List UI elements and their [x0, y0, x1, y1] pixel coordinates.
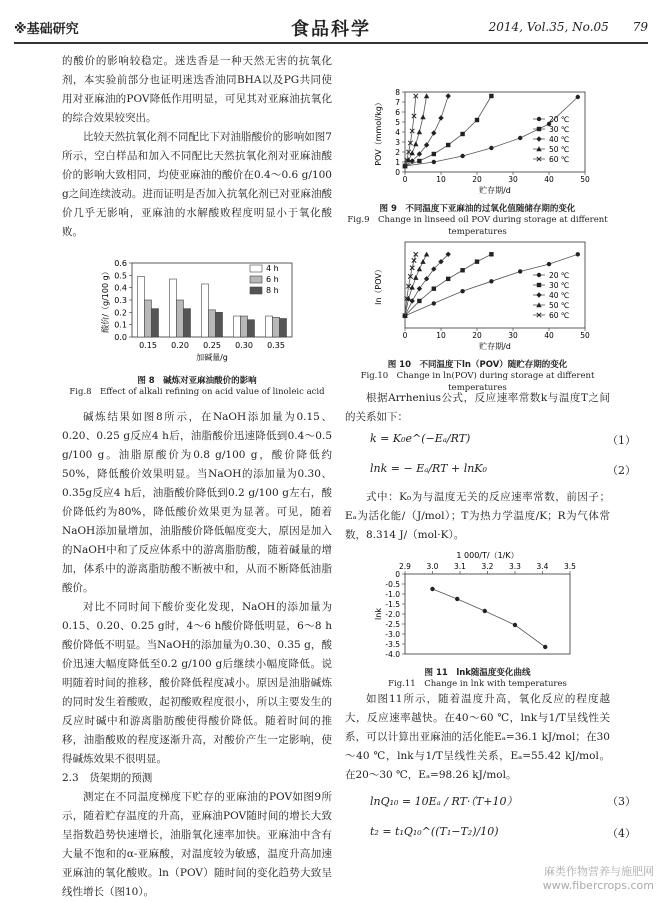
fig8-bar-6h	[273, 317, 280, 337]
fig9-data-point	[431, 130, 436, 135]
fig8-x-tick-label: 0.25	[203, 341, 221, 350]
fig8-bar-6h	[177, 300, 184, 337]
fig8-x-tick-label: 0.30	[235, 341, 253, 350]
fig10-data-point	[489, 252, 493, 256]
fig9-x-tick-label: 0	[402, 175, 408, 184]
fig10-data-point	[413, 275, 418, 280]
fig11-y-tick-label: -0.5	[385, 580, 400, 589]
fig9-series-line	[405, 96, 427, 166]
fig8-bar-8h	[216, 312, 223, 337]
fig11-y-tick-label: -1.0	[385, 590, 400, 599]
fig11-x-tick-label: 3.2	[481, 562, 494, 571]
para-r2: 式中：K₀为与温度无关的反应速率常数，前因子；Eₐ为活化能/（J/mol）；T为热力学温度/K；R为气体常数，8.314 J/（mol·K）。	[345, 491, 610, 541]
fig8-bar-6h	[209, 310, 216, 337]
fig9-data-point	[576, 95, 580, 99]
fig10-legend-marker	[536, 292, 541, 297]
equation-4: t₂ = t₁Q₁₀^((T₁−T₂)/10)	[370, 825, 499, 838]
fig8-y-tick-label: 0.1	[114, 320, 127, 330]
fig8-y-tick-label: 0.6	[114, 259, 127, 268]
fig10-data-point	[432, 286, 436, 290]
fig10-legend-label: 60 ℃	[549, 311, 570, 320]
fig9-data-point	[460, 132, 464, 136]
fig9-legend-marker	[537, 117, 541, 121]
fig9-x-tick-label: 10	[436, 175, 446, 184]
fig9-legend-marker	[536, 136, 541, 141]
fig10-x-tick-label: 50	[580, 331, 590, 340]
fig9-y-tick-label: 1	[395, 158, 400, 167]
fig9-y-axis-label: POV（mmol/kg）	[374, 98, 383, 166]
fig11-y-tick-label: -1.5	[385, 600, 400, 609]
right-column-p1	[345, 389, 610, 427]
fig9-data-point	[438, 115, 443, 120]
fig8-legend-label: 6 h	[266, 275, 279, 284]
fig10-data-point	[417, 299, 421, 303]
fig11-series-line	[433, 589, 546, 647]
watermark-line-2: www.fibercrops.com	[542, 879, 654, 892]
fig11-x-tick-label: 3.5	[564, 562, 576, 571]
fig9-series-line	[405, 96, 416, 166]
running-header	[14, 18, 648, 40]
fig8-legend-swatch	[250, 276, 262, 283]
fig10-x-tick-label: 40	[544, 331, 554, 340]
fig9-x-tick-label: 20	[472, 175, 482, 184]
fig8-x-tick-label: 0.20	[171, 341, 189, 350]
fig8-x-tick-label: 0.35	[267, 341, 285, 350]
fig11-x-tick-label: 2.9	[399, 562, 411, 571]
fig9-x-tick-label: 50	[580, 175, 590, 184]
fig11-y-tick-label: 0	[395, 570, 400, 579]
fig10-data-point	[460, 289, 464, 293]
fig11-y-tick-label: -2.0	[385, 610, 400, 619]
fig11-x-axis-label: 1 000/T/（1/K）	[456, 551, 519, 560]
fig8-y-axis-label: 酸价/（g/100 g）	[101, 267, 110, 333]
fig8-y-tick-label: 0.4	[114, 283, 127, 293]
fig11-data-point	[543, 645, 547, 649]
fig9-x-tick-label: 30	[508, 175, 518, 184]
fig9-data-point	[489, 146, 493, 150]
fig8-chart	[62, 255, 332, 370]
para-3: 碱炼结果如图8所示，在NaOH添加量为0.15、0.20、0.25 g反应4 h后，油脂酸价迅速降低到0.4～0.5 g/100 g。油脂原酸价为0.8 g/100 g，酸价降低约50%，降低酸价效果明显。当NaOH的添加量为0.30、0.35g反应4 h后，油脂酸价降低到0.2 g/100 g左右，酸价降低约为80%，降低酸价效果更为显著。可见，随着NaOH添加量增加，油脂酸价降低幅度变大，原因是加入的NaOH中和了反应体系中的游离脂肪酸，随着碱量的增加，体系中的游离脂肪酸不断被中和，从而不断降低油脂酸价。	[62, 411, 332, 594]
fig9-data-point	[413, 141, 418, 146]
figure-8	[62, 255, 332, 405]
fig8-y-tick-label: 0.3	[114, 296, 127, 305]
equation-1-number: （1）	[607, 434, 636, 447]
fig10-x-tick-label: 0	[402, 331, 408, 340]
fig9-y-tick-label: 2	[395, 148, 400, 157]
fig10-caption-en: Fig.10 Change in ln(POV) during storage at different temperatures	[360, 371, 595, 393]
fig11-x-tick-label: 3.4	[536, 562, 549, 571]
watermark-line-1: 麻类作物营养与施肥网	[544, 865, 654, 878]
fig10-legend-marker	[537, 283, 541, 287]
figure-10	[345, 236, 610, 393]
fig8-caption-en: Fig.8 Effect of alkali refining on acid value of linoleic acid	[69, 387, 325, 397]
fig10-data-point	[424, 252, 429, 257]
fig11-data-point	[430, 587, 434, 591]
fig9-data-point	[489, 94, 493, 98]
right-column-p3	[345, 690, 610, 785]
left-column-top	[62, 52, 332, 242]
fig11-y-axis-label: lnk	[374, 608, 383, 620]
fig8-bar-4h	[234, 316, 241, 337]
fig9-caption-cn: 图 9 不同温度下亚麻油的过氧化值随储存期的变化	[379, 204, 576, 214]
fig9-caption-en: Fig.9 Change in linseed oil POV during storage at different temperatures	[347, 215, 608, 237]
fig9-series-line	[405, 96, 448, 166]
fig9-y-tick-label: 8	[395, 88, 400, 97]
fig9-legend-label: 20 ℃	[549, 115, 570, 124]
fig11-chart	[345, 550, 610, 662]
figure-11	[345, 550, 610, 690]
fig11-caption-en: Fig.11 Change in lnk with temperatures	[388, 679, 567, 689]
fig10-data-point	[547, 262, 551, 266]
fig9-data-point	[410, 150, 415, 155]
fig9-y-tick-label: 5	[395, 118, 400, 127]
fig8-legend-label: 4 h	[266, 264, 279, 273]
fig9-data-point	[417, 129, 422, 134]
fig11-y-tick-label: -3.0	[385, 630, 400, 639]
journal-title: 食品科学	[291, 19, 371, 40]
fig8-legend-swatch	[250, 287, 262, 294]
equation-1: k = K₀e^(−Eₐ/RT)	[370, 432, 471, 445]
fig10-chart	[345, 236, 610, 354]
fig9-chart	[345, 86, 610, 198]
fig9-data-point	[460, 154, 464, 158]
fig9-y-tick-label: 3	[395, 138, 400, 147]
fig8-bar-4h	[202, 284, 209, 337]
fig10-data-point	[489, 279, 493, 283]
fig11-y-tick-label: -3.5	[385, 640, 400, 649]
fig10-legend-label: 20 ℃	[549, 271, 570, 280]
para-r3: 如图11所示，随着温度升高，氧化反应的程度越大，反应速率越快。在40～60 ℃，lnk与1/T呈线性关系，可以计算出亚麻油的活化能Eₐ=36.1 kJ/mol；在30～40 ℃，lnk与1/T呈线性关系，Eₐ=55.42 kJ/mol。在20～30 ℃，Eₐ=98.26 kJ/mol。	[345, 693, 610, 781]
para-2: 比较天然抗氧化剂不同配比下对油脂酸价的影响如图7所示，空白样品和加入不同配比天然抗氧化剂对亚麻油酸价的影响大致相同，均使亚麻油的酸价在0.4～0.6 g/100 g之间连续波动。进而证明是否加入抗氧化剂已对亚麻油酸价几乎无影响，亚麻油的水解酸败程度明显小于氧化酸败。	[62, 131, 332, 238]
fig9-data-point	[432, 152, 436, 156]
fig10-legend-label: 30 ℃	[549, 281, 570, 290]
fig10-data-point	[518, 269, 522, 273]
fig8-x-axis-label: 加碱量/g	[196, 353, 228, 362]
fig10-legend-marker	[537, 273, 541, 277]
fig8-bar-4h	[170, 279, 177, 337]
fig8-bar-8h	[248, 320, 255, 337]
equation-4-number: （4）	[607, 827, 636, 840]
right-column-p2	[345, 488, 610, 545]
fig11-plot-frame	[405, 574, 570, 654]
figure-9	[345, 86, 610, 237]
fig8-bar-4h	[266, 316, 273, 337]
fig9-data-point	[424, 93, 429, 98]
fig9-y-tick-label: 0	[395, 168, 400, 177]
fig10-data-point	[414, 252, 418, 256]
fig10-x-tick-label: 20	[472, 331, 482, 340]
fig10-data-point	[432, 301, 436, 305]
fig8-bar-6h	[145, 300, 152, 337]
fig8-bar-8h	[152, 309, 159, 337]
fig8-bar-8h	[184, 309, 191, 337]
fig9-data-point	[432, 160, 436, 164]
fig8-y-tick-label: 0.0	[114, 333, 127, 342]
fig10-legend-label: 40 ℃	[549, 291, 570, 300]
fig11-y-tick-label: -2.5	[385, 620, 400, 629]
fig10-data-point	[417, 266, 422, 271]
fig8-legend-swatch	[250, 265, 262, 272]
fig10-data-point	[410, 285, 415, 290]
fig10-data-point	[576, 252, 580, 256]
fig8-x-tick-label: 0.15	[139, 341, 157, 350]
fig9-data-point	[475, 118, 479, 122]
fig10-legend-label: 50 ℃	[549, 301, 570, 310]
fig10-data-point	[460, 268, 464, 272]
para-5: 测定在不同温度梯度下贮存的亚麻油的POV如图9所示，随着贮存温度的升高，亚麻油POV随时间的增长大致呈指数趋势快速增长，油脂氧化速率加快。亚麻油中含有大量不饱和的α-亚麻酸，对温度较为敏感，温度升高加速亚麻油的氧化酸败。ln（POV）随时间的变化趋势大致呈线性增长（图10）。	[62, 791, 332, 898]
header-rule	[14, 42, 648, 44]
fig8-y-tick-label: 0.5	[114, 271, 127, 281]
fig10-data-point	[446, 277, 450, 281]
fig9-data-point	[518, 136, 522, 140]
issue-info: 2014, Vol.35, No.05 79	[488, 20, 648, 34]
fig11-data-point	[513, 623, 517, 627]
fig11-data-point	[483, 609, 487, 613]
fig8-caption-cn: 图 8 碱炼对亚麻油酸价的影响	[137, 376, 257, 386]
fig8-y-tick-label: 0.2	[114, 308, 127, 318]
fig9-x-tick-label: 40	[544, 175, 554, 184]
fig9-x-axis-label: 贮存期/d	[479, 186, 511, 195]
fig10-x-tick-label: 10	[436, 331, 446, 340]
fig9-y-tick-label: 4	[395, 128, 400, 137]
fig8-bar-6h	[241, 316, 248, 337]
fig10-data-point	[420, 259, 425, 264]
fig11-x-tick-label: 3.0	[426, 562, 439, 571]
fig9-data-point	[417, 159, 421, 163]
fig10-data-point	[424, 276, 429, 281]
fig8-legend-label: 8 h	[266, 286, 279, 295]
fig9-legend-label: 60 ℃	[549, 155, 570, 164]
equation-3-number: （3）	[607, 795, 636, 808]
fig11-x-tick-label: 3.3	[509, 562, 521, 571]
fig9-y-tick-label: 6	[395, 108, 400, 117]
fig9-legend-marker	[537, 127, 541, 131]
fig10-x-axis-label: 贮存期/d	[479, 342, 511, 351]
fig9-legend-label: 40 ℃	[549, 135, 570, 144]
fig8-bar-4h	[138, 277, 145, 337]
fig11-x-tick-label: 3.1	[454, 562, 466, 571]
watermark	[543, 865, 654, 893]
equation-3: lnQ₁₀ = 10Eₐ / RT·（T+10）	[370, 795, 518, 808]
para-r1: 根据Arrhenius公式，反应速率常数k与温度T之间的关系如下：	[345, 392, 610, 423]
para-4: 对比不同时间下酸价变化发现，NaOH的添加量为0.15、0.20、0.25 g时，4～6 h酸价降低明显，6～8 h酸价降低不明显。当NaOH的添加量为0.30、0.35 g，酸价迅速大幅度降低至0.2 g/100 g后继续小幅度降低。说明随着时间的推移，酸价降低程度减小。原因是油脂碱炼的同时发生着酸败，起初酸败程度很小，所以主要发生的反应时碱中和游离脂肪酸使得酸价降低。随着时间的推移，油脂酸败的程度逐渐升高，对酸价产生一定影响，使得碱炼效果不很明显。	[62, 601, 332, 765]
fig10-data-point	[417, 286, 422, 291]
fig10-y-axis-label: ln（POV）	[374, 265, 383, 305]
equation-2: lnk = − Eₐ/RT + lnK₀	[370, 462, 487, 475]
fig9-data-point	[446, 143, 450, 147]
fig10-x-tick-label: 30	[508, 331, 518, 340]
fig9-data-point	[420, 114, 425, 119]
fig11-data-point	[455, 597, 459, 601]
fig9-legend-label: 30 ℃	[549, 125, 570, 134]
fig10-caption-cn: 图 10 不同温度下ln（POV）随贮存期的变化	[387, 360, 568, 370]
section-heading: 2.3 货架期的预测	[62, 772, 153, 784]
para-1: 的酸价的影响较稳定。迷迭香是一种天然无害的抗氧化剂，本实验前部分也证明迷迭香油同BHA以及PG共同使用对亚麻油的POV降低作用明显，可见其对亚麻油抗氧化的综合效果较突出。	[62, 55, 332, 124]
equation-2-number: （2）	[607, 464, 636, 477]
fig11-y-tick-label: -4.0	[385, 650, 400, 659]
left-column-bottom	[62, 408, 332, 902]
fig9-legend-label: 50 ℃	[549, 145, 570, 154]
fig10-data-point	[475, 259, 479, 263]
fig11-caption-cn: 图 11 lnk随温度变化曲线	[424, 668, 531, 678]
section-label: ※基础研究	[14, 22, 79, 37]
fig9-data-point	[446, 93, 451, 98]
fig9-y-tick-label: 7	[395, 98, 400, 107]
fig8-bar-8h	[280, 319, 287, 338]
